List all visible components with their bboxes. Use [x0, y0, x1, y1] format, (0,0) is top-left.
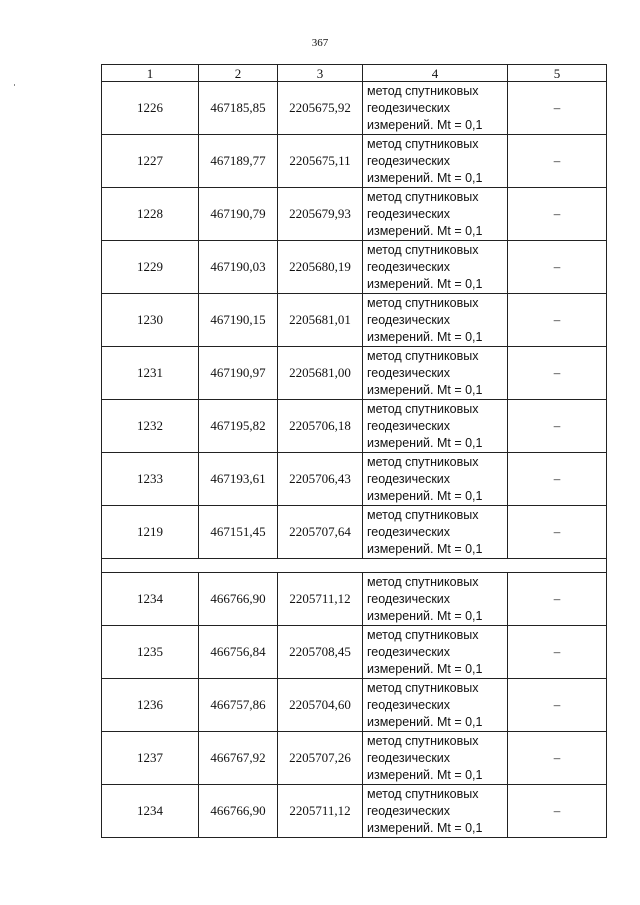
method-cell: метод спутниковых геодезических измерений. Mt = 0,1 — [363, 732, 508, 785]
y-coordinate-cell: 2205711,12 — [278, 785, 363, 838]
y-coordinate-cell: 2205707,64 — [278, 506, 363, 559]
x-coordinate-cell: 466756,84 — [199, 626, 278, 679]
x-coordinate-cell: 467185,85 — [199, 82, 278, 135]
point-number-cell: 1229 — [102, 241, 199, 294]
y-coordinate-cell: 2205704,60 — [278, 679, 363, 732]
note-cell: – — [508, 732, 607, 785]
x-coordinate-cell: 467190,79 — [199, 188, 278, 241]
header-cell-1: 1 — [102, 65, 199, 82]
x-coordinate-cell: 466766,90 — [199, 573, 278, 626]
method-cell: метод спутниковых геодезических измерений. Mt = 0,1 — [363, 785, 508, 838]
method-cell: метод спутниковых геодезических измерений. Mt = 0,1 — [363, 573, 508, 626]
point-number-cell: 1232 — [102, 400, 199, 453]
coordinates-table — [101, 64, 607, 838]
table-row — [102, 400, 607, 453]
method-cell: метод спутниковых геодезических измерений. Mt = 0,1 — [363, 626, 508, 679]
note-cell: – — [508, 679, 607, 732]
x-coordinate-cell: 467195,82 — [199, 400, 278, 453]
table-row — [102, 188, 607, 241]
note-cell: – — [508, 294, 607, 347]
x-coordinate-cell: 467189,77 — [199, 135, 278, 188]
group-separator-row — [102, 559, 607, 573]
point-number-cell: 1227 — [102, 135, 199, 188]
header-cell-3: 3 — [278, 65, 363, 82]
note-cell: – — [508, 135, 607, 188]
point-number-cell: 1231 — [102, 347, 199, 400]
y-coordinate-cell: 2205708,45 — [278, 626, 363, 679]
x-coordinate-cell: 466766,90 — [199, 785, 278, 838]
point-number-cell: 1230 — [102, 294, 199, 347]
y-coordinate-cell: 2205706,43 — [278, 453, 363, 506]
y-coordinate-cell: 2205681,01 — [278, 294, 363, 347]
note-cell: – — [508, 82, 607, 135]
x-coordinate-cell: 467190,97 — [199, 347, 278, 400]
header-cell-2: 2 — [199, 65, 278, 82]
method-cell: метод спутниковых геодезических измерений. Mt = 0,1 — [363, 135, 508, 188]
table-row — [102, 679, 607, 732]
note-cell: – — [508, 573, 607, 626]
table-row — [102, 506, 607, 559]
table-row — [102, 626, 607, 679]
method-cell: метод спутниковых геодезических измерений. Mt = 0,1 — [363, 679, 508, 732]
note-cell: – — [508, 626, 607, 679]
method-cell: метод спутниковых геодезических измерений. Mt = 0,1 — [363, 506, 508, 559]
note-cell: – — [508, 241, 607, 294]
point-number-cell: 1233 — [102, 453, 199, 506]
note-cell: – — [508, 506, 607, 559]
table-row — [102, 573, 607, 626]
method-cell: метод спутниковых геодезических измерений. Mt = 0,1 — [363, 241, 508, 294]
x-coordinate-cell: 467190,15 — [199, 294, 278, 347]
table-row — [102, 453, 607, 506]
x-coordinate-cell: 466767,92 — [199, 732, 278, 785]
method-cell: метод спутниковых геодезических измерений. Mt = 0,1 — [363, 347, 508, 400]
note-cell: – — [508, 785, 607, 838]
x-coordinate-cell: 467190,03 — [199, 241, 278, 294]
header-cell-5: 5 — [508, 65, 607, 82]
x-coordinate-cell: 467193,61 — [199, 453, 278, 506]
point-number-cell: 1228 — [102, 188, 199, 241]
y-coordinate-cell: 2205679,93 — [278, 188, 363, 241]
table-row — [102, 785, 607, 838]
point-number-cell: 1234 — [102, 573, 199, 626]
method-cell: метод спутниковых геодезических измерений. Mt = 0,1 — [363, 453, 508, 506]
y-coordinate-cell: 2205680,19 — [278, 241, 363, 294]
note-cell: – — [508, 453, 607, 506]
point-number-cell: 1234 — [102, 785, 199, 838]
point-number-cell: 1235 — [102, 626, 199, 679]
point-number-cell: 1226 — [102, 82, 199, 135]
table-row — [102, 347, 607, 400]
method-cell: метод спутниковых геодезических измерений. Mt = 0,1 — [363, 82, 508, 135]
point-number-cell: 1237 — [102, 732, 199, 785]
table-row — [102, 732, 607, 785]
header-row — [102, 65, 607, 82]
method-cell: метод спутниковых геодезических измерений. Mt = 0,1 — [363, 188, 508, 241]
x-coordinate-cell: 466757,86 — [199, 679, 278, 732]
table-row — [102, 135, 607, 188]
y-coordinate-cell: 2205706,18 — [278, 400, 363, 453]
margin-mark — [14, 84, 15, 86]
y-coordinate-cell: 2205711,12 — [278, 573, 363, 626]
header-cell-4: 4 — [363, 65, 508, 82]
y-coordinate-cell: 2205681,00 — [278, 347, 363, 400]
note-cell: – — [508, 347, 607, 400]
y-coordinate-cell: 2205675,11 — [278, 135, 363, 188]
point-number-cell: 1236 — [102, 679, 199, 732]
y-coordinate-cell: 2205675,92 — [278, 82, 363, 135]
page-number: 367 — [311, 37, 329, 49]
point-number-cell: 1219 — [102, 506, 199, 559]
group-separator-cell — [102, 559, 607, 573]
note-cell: – — [508, 188, 607, 241]
table-row — [102, 241, 607, 294]
y-coordinate-cell: 2205707,26 — [278, 732, 363, 785]
table-row — [102, 82, 607, 135]
table-row — [102, 294, 607, 347]
x-coordinate-cell: 467151,45 — [199, 506, 278, 559]
note-cell: – — [508, 400, 607, 453]
table-body — [102, 82, 607, 838]
method-cell: метод спутниковых геодезических измерений. Mt = 0,1 — [363, 400, 508, 453]
method-cell: метод спутниковых геодезических измерений. Mt = 0,1 — [363, 294, 508, 347]
